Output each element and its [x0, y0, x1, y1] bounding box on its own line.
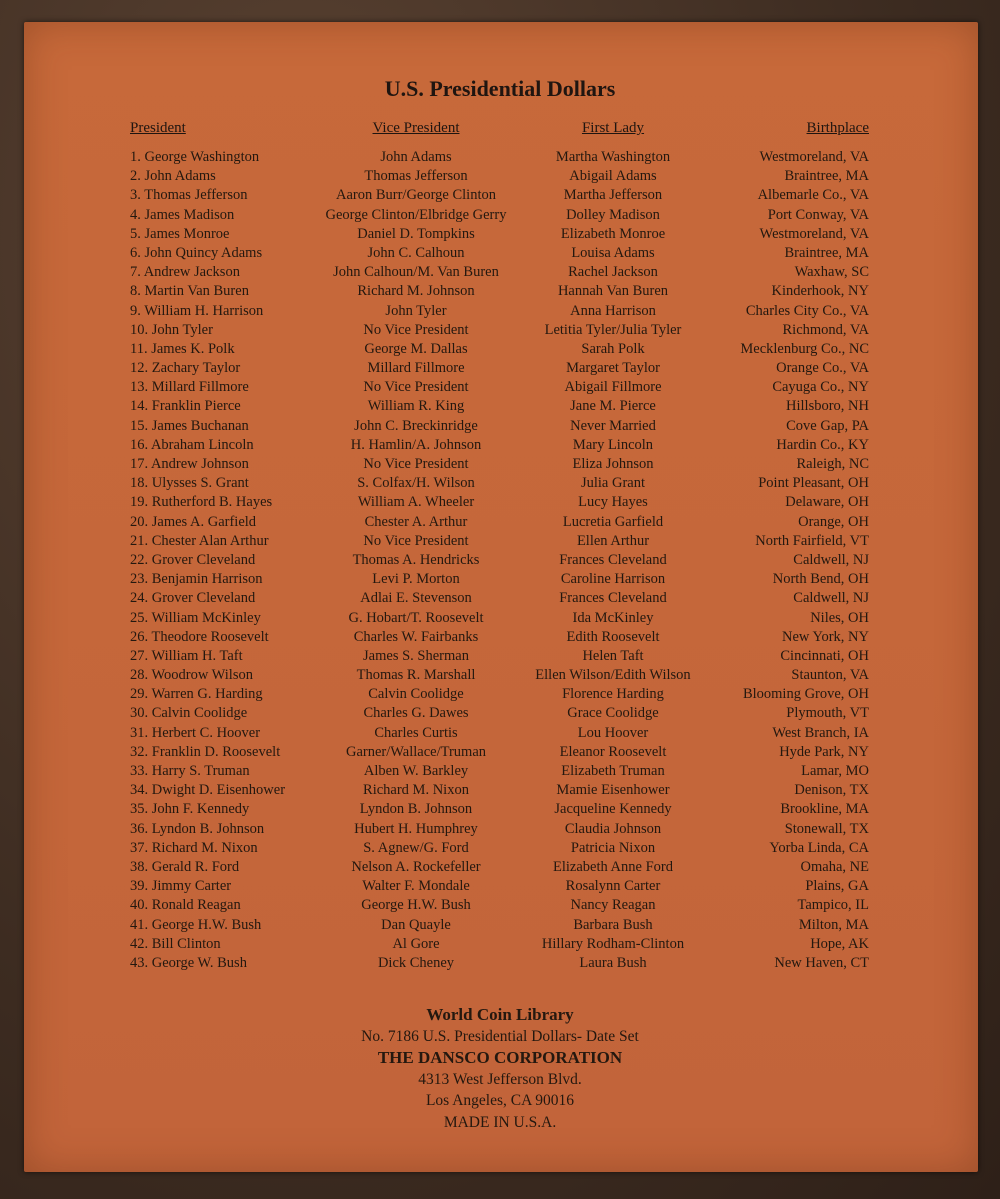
cell-first-lady: Barbara Bush [573, 916, 653, 933]
cell-president: 2. John Adams [130, 168, 216, 185]
cell-first-lady: Lucretia Garfield [562, 513, 664, 530]
cell-first-lady: Mamie Eisenhower [556, 782, 670, 799]
cell-vice-president: No Vice President [363, 321, 469, 338]
table-row [0, 245, 1000, 264]
cell-birthplace: Westmoreland, VA [759, 149, 869, 165]
cell-first-lady: Grace Coolidge [567, 705, 659, 722]
cell-president: 23. Benjamin Harrison [130, 571, 263, 588]
cell-first-lady: Jane M. Pierce [570, 398, 656, 415]
cell-birthplace: Yorba Linda, CA [769, 839, 869, 856]
cell-first-lady: Patricia Nixon [570, 839, 656, 856]
table-row [0, 917, 1000, 936]
cell-vice-president: Richard M. Nixon [363, 782, 469, 799]
cell-birthplace: Richmond, VA [782, 321, 869, 338]
table-row [0, 744, 1000, 763]
table-row [0, 897, 1000, 916]
cell-first-lady: Rachel Jackson [568, 264, 658, 281]
cell-president: 39. Jimmy Carter [130, 878, 232, 895]
cell-president: 41. George H.W. Bush [130, 916, 262, 933]
header-first-lady: First Lady [581, 120, 645, 136]
cell-vice-president: James S. Sherman [363, 647, 469, 664]
cell-first-lady: Jacqueline Kennedy [554, 801, 672, 818]
table-row [0, 207, 1000, 226]
cell-vice-president: Charles G. Dawes [363, 705, 469, 722]
cell-president: 27. William H. Taft [130, 647, 243, 664]
cell-vice-president: William A. Wheeler [357, 494, 475, 511]
footer [0, 1004, 1000, 1133]
cell-vice-president: George M. Dallas [364, 340, 468, 357]
cell-president: 25. William McKinley [130, 609, 261, 626]
table-row [0, 494, 1000, 513]
cell-president: 24. Grover Cleveland [130, 590, 256, 607]
cell-president: 26. Theodore Roosevelt [130, 628, 269, 645]
cell-first-lady: Nancy Reagan [570, 897, 656, 914]
cell-birthplace: Tampico, IL [797, 897, 869, 914]
table-row [0, 456, 1000, 475]
cell-first-lady: Edith Roosevelt [566, 628, 660, 645]
cell-first-lady: Eliza Johnson [572, 456, 654, 472]
table-row [0, 398, 1000, 417]
cell-first-lady: Caroline Harrison [560, 571, 666, 588]
table-row [0, 686, 1000, 705]
cell-president: 38. Gerald R. Ford [130, 858, 240, 875]
page-title: U.S. Presidential Dollars [384, 76, 616, 101]
table-row [0, 667, 1000, 686]
cell-first-lady: Helen Taft [582, 647, 644, 664]
cell-first-lady: Frances Cleveland [559, 551, 667, 568]
cell-president: 9. William H. Harrison [130, 302, 264, 319]
footer-company: THE DANSCO CORPORATION [377, 1048, 623, 1067]
cell-president: 35. John F. Kennedy [130, 801, 250, 818]
cell-birthplace: Plains, GA [805, 878, 869, 895]
cell-birthplace: Braintree, MA [784, 244, 869, 261]
cell-first-lady: Mary Lincoln [572, 436, 654, 453]
cell-president: 3. Thomas Jefferson [130, 187, 248, 204]
cell-birthplace: Westmoreland, VA [759, 225, 869, 242]
cell-vice-president: Garner/Wallace/Truman [345, 743, 487, 760]
table-row [0, 283, 1000, 302]
cell-president: 19. Rutherford B. Hayes [130, 494, 273, 511]
cell-vice-president: John Calhoun/M. Van Buren [333, 264, 499, 281]
table-row [0, 705, 1000, 724]
footer-address-line2: Los Angeles, CA 90016 [425, 1092, 575, 1109]
presidents-table [0, 149, 1000, 974]
cell-birthplace: Kinderhook, NY [771, 283, 869, 300]
table-row [0, 533, 1000, 552]
cell-birthplace: Hillsboro, NH [786, 398, 869, 415]
cell-president: 17. Andrew Johnson [130, 456, 249, 472]
table-row [0, 437, 1000, 456]
cell-birthplace: Omaha, NE [800, 858, 869, 875]
cell-vice-president: No Vice President [363, 379, 469, 396]
cell-birthplace: Hyde Park, NY [779, 743, 869, 760]
cell-president: 43. George W. Bush [130, 954, 247, 971]
cell-president: 5. James Monroe [130, 225, 230, 242]
cell-vice-president: Millard Fillmore [367, 360, 465, 377]
cell-vice-president: S. Colfax/H. Wilson [357, 475, 475, 492]
cell-vice-president: Alben W. Barkley [363, 763, 469, 779]
cell-first-lady: Frances Cleveland [559, 590, 667, 607]
cell-birthplace: Albemarle Co., VA [757, 187, 869, 204]
cell-president: 30. Calvin Coolidge [130, 705, 248, 722]
cell-vice-president: Thomas R. Marshall [356, 667, 476, 684]
cell-birthplace: Charles City Co., VA [745, 302, 869, 319]
table-row [0, 303, 1000, 322]
table-row [0, 936, 1000, 955]
header-president: President [130, 120, 186, 136]
cell-president: 22. Grover Cleveland [130, 551, 256, 568]
cell-vice-president: William R. King [367, 398, 465, 415]
table-row [0, 782, 1000, 801]
header-vice-president: Vice President [372, 120, 460, 136]
table-row [0, 149, 1000, 168]
cell-vice-president: Adlai E. Stevenson [360, 590, 472, 607]
cell-first-lady: Margaret Taylor [566, 360, 660, 377]
cell-president: 34. Dwight D. Eisenhower [130, 782, 286, 799]
cell-vice-president: No Vice President [363, 456, 469, 472]
cell-vice-president: Chester A. Arthur [364, 513, 468, 530]
table-row [0, 168, 1000, 187]
cell-vice-president: Thomas Jefferson [364, 168, 468, 185]
cell-vice-president: John Adams [380, 149, 452, 165]
cell-president: 42. Bill Clinton [130, 935, 221, 952]
footer-product: No. 7186 U.S. Presidential Dollars- Date Set [361, 1027, 639, 1045]
cell-president: 15. James Buchanan [130, 417, 249, 434]
cell-first-lady: Elizabeth Anne Ford [552, 858, 673, 875]
cell-birthplace: Blooming Grove, OH [742, 686, 869, 703]
cell-first-lady: Martha Washington [555, 149, 671, 165]
cell-vice-president: H. Hamlin/A. Johnson [350, 436, 482, 453]
cell-president: 40. Ronald Reagan [130, 897, 241, 914]
cell-president: 36. Lyndon B. Johnson [130, 820, 265, 837]
cell-first-lady: Claudia Johnson [564, 820, 662, 837]
cell-birthplace: New Haven, CT [774, 954, 869, 971]
cell-birthplace: Delaware, OH [785, 494, 869, 511]
cell-birthplace: Caldwell, NJ [793, 590, 869, 607]
table-row [0, 801, 1000, 820]
cell-birthplace: Mecklenburg Co., NC [740, 340, 869, 357]
cell-birthplace: Raleigh, NC [796, 456, 869, 472]
cell-president: 28. Woodrow Wilson [130, 667, 253, 684]
cell-president: 21. Chester Alan Arthur [130, 532, 269, 549]
cell-first-lady: Ellen Arthur [576, 532, 650, 549]
cell-birthplace: Cove Gap, PA [786, 417, 869, 434]
footer-library: World Coin Library [426, 1005, 574, 1024]
table-row [0, 725, 1000, 744]
cell-birthplace: Orange Co., VA [776, 360, 869, 377]
cell-vice-president: Walter F. Mondale [362, 878, 470, 895]
cell-vice-president: George Clinton/Elbridge Gerry [325, 206, 507, 223]
cell-president: 10. John Tyler [130, 321, 213, 338]
cell-president: 29. Warren G. Harding [130, 686, 263, 703]
cell-first-lady: Abigail Fillmore [564, 379, 662, 396]
table-row [0, 475, 1000, 494]
cell-president: 16. Abraham Lincoln [130, 436, 254, 453]
cell-vice-president: Charles Curtis [374, 724, 458, 741]
cell-birthplace: Point Pleasant, OH [758, 475, 869, 492]
cell-first-lady: Florence Harding [562, 686, 664, 703]
cell-vice-president: Daniel D. Tompkins [357, 225, 475, 242]
cell-first-lady: Louisa Adams [571, 244, 655, 261]
cell-vice-president: Richard M. Johnson [357, 283, 475, 300]
cell-president: 1. George Washington [130, 149, 260, 165]
cell-president: 18. Ulysses S. Grant [130, 475, 249, 492]
cell-vice-president: Lyndon B. Johnson [359, 801, 473, 818]
cell-first-lady: Martha Jefferson [563, 187, 663, 204]
cell-first-lady: Letitia Tyler/Julia Tyler [544, 321, 682, 338]
cell-first-lady: Rosalynn Carter [565, 878, 661, 895]
cell-birthplace: Caldwell, NJ [793, 551, 869, 568]
cell-president: 6. John Quincy Adams [130, 244, 263, 261]
cell-birthplace: Denison, TX [794, 782, 869, 799]
cell-first-lady: Elizabeth Truman [561, 763, 665, 779]
cell-vice-president: Aaron Burr/George Clinton [335, 187, 496, 204]
table-row [0, 514, 1000, 533]
table-row [0, 955, 1000, 974]
table-row [0, 379, 1000, 398]
cell-birthplace: Hope, AK [810, 935, 869, 952]
table-row [0, 322, 1000, 341]
cell-vice-president: Thomas A. Hendricks [352, 551, 480, 568]
cell-vice-president: Calvin Coolidge [368, 686, 464, 703]
cell-first-lady: Laura Bush [579, 954, 647, 971]
cell-first-lady: Sarah Polk [581, 340, 645, 357]
cell-birthplace: Staunton, VA [791, 667, 869, 684]
cell-first-lady: Never Married [570, 417, 656, 434]
cell-vice-president: Al Gore [392, 935, 440, 952]
cell-president: 31. Herbert C. Hoover [130, 724, 261, 741]
table-row [0, 648, 1000, 667]
cell-first-lady: Eleanor Roosevelt [559, 743, 667, 760]
cell-president: 33. Harry S. Truman [130, 763, 250, 779]
table-row [0, 763, 1000, 782]
cell-birthplace: Cincinnati, OH [780, 647, 869, 664]
cell-president: 13. Millard Fillmore [130, 379, 249, 396]
table-row [0, 629, 1000, 648]
cell-birthplace: Brookline, MA [780, 801, 869, 818]
cell-birthplace: Waxhaw, SC [794, 264, 869, 281]
cell-vice-president: G. Hobart/T. Roosevelt [348, 609, 484, 626]
cell-vice-president: Hubert H. Humphrey [354, 820, 478, 837]
cell-first-lady: Hannah Van Buren [557, 283, 669, 300]
cell-birthplace: Port Conway, VA [767, 206, 869, 223]
cell-birthplace: North Fairfield, VT [755, 532, 869, 549]
cell-vice-president: Dan Quayle [381, 916, 451, 933]
cell-first-lady: Ida McKinley [572, 609, 654, 626]
table-row [0, 840, 1000, 859]
cell-first-lady: Abigail Adams [569, 168, 657, 185]
cell-first-lady: Julia Grant [580, 475, 646, 492]
cell-president: 20. James A. Garfield [130, 513, 257, 530]
cell-birthplace: New York, NY [781, 628, 869, 645]
table-row [0, 418, 1000, 437]
cell-vice-president: Levi P. Morton [372, 571, 460, 588]
cell-birthplace: Braintree, MA [784, 168, 869, 185]
cell-birthplace: Niles, OH [810, 609, 869, 626]
cell-president: 32. Franklin D. Roosevelt [130, 743, 281, 760]
table-header [0, 120, 1000, 142]
cell-first-lady: Ellen Wilson/Edith Wilson [535, 667, 691, 684]
header-birthplace: Birthplace [806, 120, 869, 136]
table-row [0, 341, 1000, 360]
table-row [0, 187, 1000, 206]
cell-vice-president: Dick Cheney [377, 954, 455, 971]
cell-president: 4. James Madison [130, 206, 235, 223]
cell-vice-president: John C. Breckinridge [354, 417, 478, 434]
cell-first-lady: Elizabeth Monroe [560, 225, 666, 242]
table-row [0, 610, 1000, 629]
cell-vice-president: John Tyler [385, 302, 447, 319]
table-row [0, 226, 1000, 245]
cell-vice-president: John C. Calhoun [367, 244, 465, 261]
cell-vice-president: S. Agnew/G. Ford [363, 839, 469, 856]
cell-vice-president: Charles W. Fairbanks [353, 628, 479, 645]
cell-president: 12. Zachary Taylor [130, 360, 241, 377]
cell-vice-president: No Vice President [363, 532, 469, 549]
table-row [0, 821, 1000, 840]
cell-vice-president: Nelson A. Rockefeller [351, 858, 481, 875]
cell-first-lady: Anna Harrison [570, 302, 656, 319]
cell-president: 11. James K. Polk [130, 340, 235, 357]
table-row [0, 552, 1000, 571]
cell-birthplace: Lamar, MO [801, 763, 869, 779]
cell-first-lady: Hillary Rodham-Clinton [541, 935, 685, 952]
cell-birthplace: Cayuga Co., NY [772, 379, 869, 396]
footer-made-in: MADE IN U.S.A. [443, 1113, 557, 1131]
table-row [0, 571, 1000, 590]
cell-birthplace: North Bend, OH [772, 571, 869, 588]
cell-first-lady: Lou Hoover [577, 724, 649, 741]
cell-president: 8. Martin Van Buren [130, 283, 249, 300]
cell-birthplace: West Branch, IA [772, 724, 869, 741]
cell-president: 7. Andrew Jackson [130, 264, 240, 281]
footer-address-line1: 4313 West Jefferson Blvd. [418, 1070, 582, 1088]
cell-birthplace: Milton, MA [798, 916, 869, 933]
cell-president: 37. Richard M. Nixon [130, 839, 258, 856]
table-row [0, 859, 1000, 878]
cell-president: 14. Franklin Pierce [130, 398, 241, 415]
cell-birthplace: Hardin Co., KY [776, 436, 869, 453]
cell-vice-president: George H.W. Bush [361, 897, 471, 914]
cell-birthplace: Stonewall, TX [784, 820, 869, 837]
table-row [0, 590, 1000, 609]
cell-first-lady: Lucy Hayes [578, 494, 648, 511]
cell-birthplace: Plymouth, VT [786, 705, 869, 722]
table-row [0, 360, 1000, 379]
table-row [0, 878, 1000, 897]
table-row [0, 264, 1000, 283]
cell-first-lady: Dolley Madison [566, 206, 660, 223]
cell-birthplace: Orange, OH [798, 513, 869, 530]
